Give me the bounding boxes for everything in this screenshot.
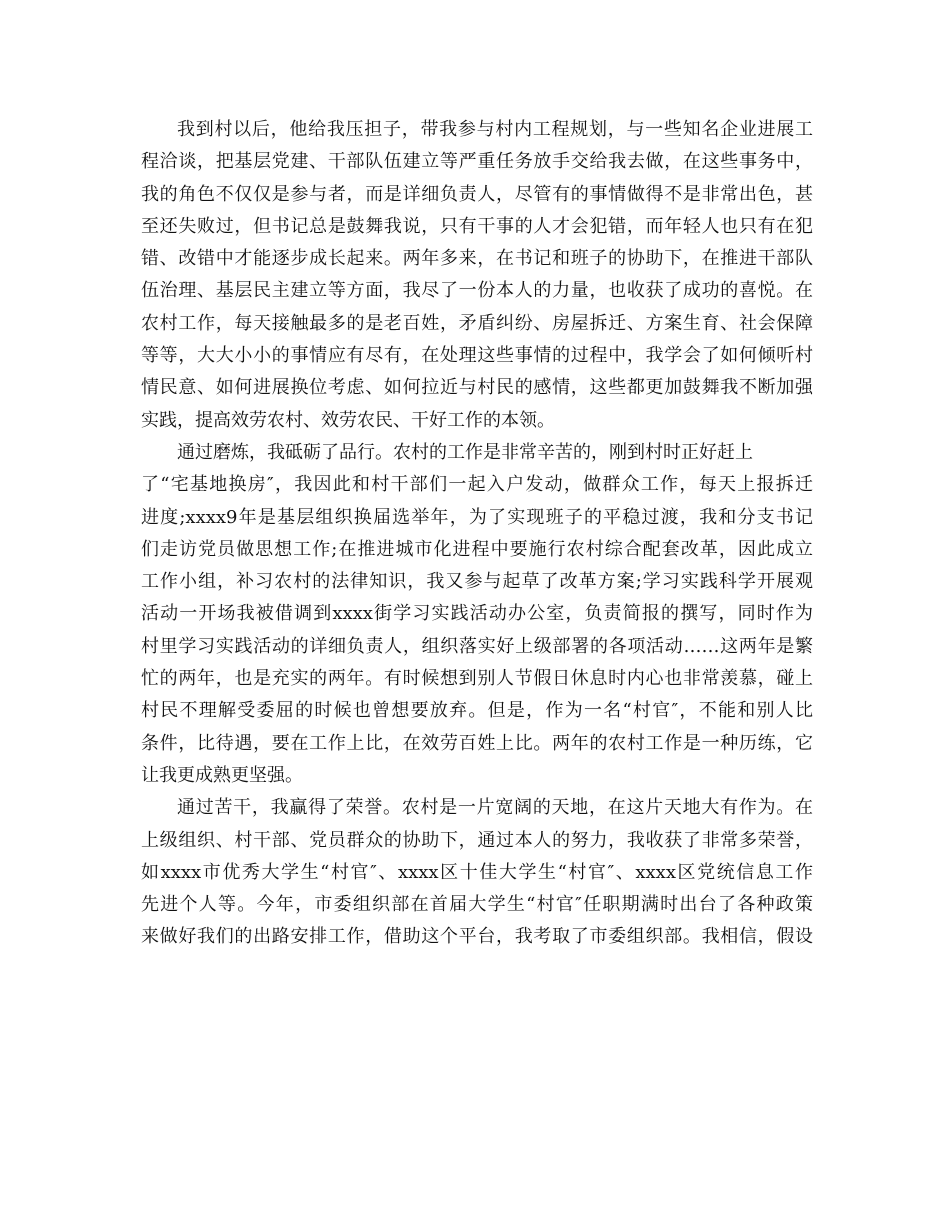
- text-line: 进度;xxxx9年是基层组织换届选举年，为了实现班子的平稳过渡，我和分支书记: [141, 506, 813, 528]
- text-line: 我的角色不仅仅是参与者，而是详细负责人，尽管有的事情做得不是非常出色，甚: [141, 183, 813, 205]
- text-line: 伍治理、基层民主建立等方面，我尽了一份本人的力量，也收获了成功的喜悦。在: [141, 280, 813, 302]
- text-line: 了“宅基地换房″，我因此和村干部们一起入户发动，做群众工作，每天上报拆迁: [141, 474, 813, 496]
- text-line: 工作小组，补习农村的法律知识，我又参与起草了改革方案;学习实践科学开展观: [141, 571, 813, 593]
- text-line: 忙的两年，也是充实的两年。有时候想到别人节假日休息时内心也非常羡慕，碰上: [141, 668, 813, 690]
- text-line: 通过苦干，我赢得了荣誉。农村是一片宽阔的天地，在这片天地大有作为。在: [177, 797, 813, 819]
- text-line: 实践，提高效劳农村、效劳农民、干好工作的本领。: [141, 409, 555, 431]
- text-line: 们走访党员做思想工作;在推进城市化进程中要施行农村综合配套改革，因此成立: [141, 538, 813, 560]
- text-line: 我到村以后，他给我压担子，带我参与村内工程规划，与一些知名企业进展工: [177, 119, 813, 140]
- text-line: 让我更成熟更坚强。: [141, 764, 303, 786]
- text-line: 农村工作，每天接触最多的是老百姓，矛盾纠纷、房屋拆迁、方案生育、社会保障: [141, 312, 813, 334]
- paragraph-1: [141, 114, 813, 437]
- text-line: 情民意、如何进展换位考虑、如何拉近与村民的感情，这些都更加鼓舞我不断加强: [141, 377, 813, 399]
- text-line: 条件，比待遇，要在工作上比，在效劳百姓上比。两年的农村工作是一种历练，它: [141, 732, 813, 754]
- text-line: 通过磨炼，我砥砺了品行。农村的工作是非常辛苦的，刚到村时正好赶上: [177, 441, 753, 463]
- text-line: 至还失败过，但书记总是鼓舞我说，只有干事的人才会犯错，而年轻人也只有在犯: [141, 215, 813, 237]
- text-line: 程洽谈，把基层党建、干部队伍建立等严重任务放手交给我去做，在这些事务中，: [141, 151, 813, 173]
- paragraph-3: [141, 792, 813, 953]
- paragraph-2: [141, 437, 813, 792]
- text-line: 先进个人等。今年，市委组织部在首届大学生“村官″任职期满时出台了各种政策: [141, 894, 813, 916]
- text-line: 上级组织、村干部、党员群众的协助下，通过本人的努力，我收获了非常多荣誉，: [141, 829, 813, 851]
- text-line: 活动一开场我被借调到xxxx街学习实践活动办公室，负责简报的撰写，同时作为: [141, 603, 813, 625]
- text-line: 等等，大大小小的事情应有尽有，在处理这些事情的过程中，我学会了如何倾听村: [141, 345, 813, 367]
- document-body: [141, 114, 813, 954]
- text-line: 错、改错中才能逐步成长起来。两年多来，在书记和班子的协助下，在推进干部队: [141, 248, 813, 270]
- text-line: 来做好我们的出路安排工作，借助这个平台，我考取了市委组织部。我相信，假设: [141, 926, 813, 948]
- text-line: 村里学习实践活动的详细负责人，组织落实好上级部署的各项活动……这两年是繁: [141, 635, 813, 657]
- text-line: 村民不理解受委屈的时候也曾想要放弃。但是，作为一名“村官″，不能和别人比: [141, 700, 813, 722]
- text-line: 如xxxx市优秀大学生“村官″、xxxx区十佳大学生“村官″、xxxx区党统信息工作: [141, 861, 813, 883]
